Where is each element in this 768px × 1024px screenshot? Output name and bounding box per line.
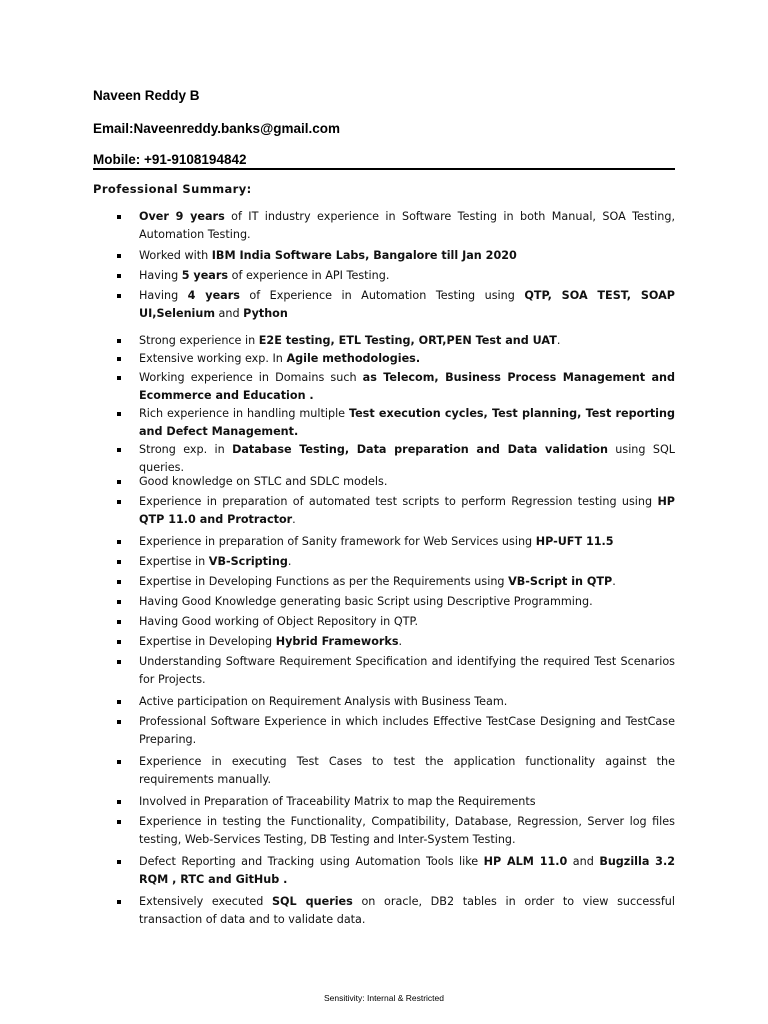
list-item-text: Experience in preparation of Sanity framework for Web Services using: [139, 535, 536, 548]
list-item-text: Hybrid Frameworks: [275, 635, 399, 648]
bullet-square-icon: [117, 900, 121, 904]
list-item: [139, 267, 675, 285]
list-item-text: Active participation on Requirement Analysis with Business Team.: [139, 695, 508, 708]
bullet-square-icon: [117, 860, 121, 864]
list-item: [139, 893, 675, 929]
bullet-square-icon: [117, 215, 121, 219]
bullet-square-icon: [117, 339, 121, 343]
bullet-square-icon: [117, 500, 121, 504]
list-item: [139, 350, 675, 368]
list-item: [139, 287, 675, 323]
list-item-text: Test execution cycles, Test planning, Test reporting and Defect Management.: [139, 407, 675, 438]
list-item-text: Having: [139, 269, 182, 282]
bullet-square-icon: [117, 540, 121, 544]
list-item-text: SQL queries: [271, 895, 353, 908]
list-item-text: Good knowledge on STLC and SDLC models.: [139, 475, 388, 488]
list-item: [139, 693, 675, 711]
list-item-text: IBM India Software Labs, Bangalore till Jan 2020: [211, 249, 517, 262]
bullet-square-icon: [117, 720, 121, 724]
list-item-text: .: [287, 555, 292, 568]
bullet-square-icon: [117, 294, 121, 298]
list-item-text: .: [612, 575, 616, 588]
list-item-text: as Telecom, Business Process Management and Ecommerce and Education .: [139, 371, 675, 402]
list-item: [139, 332, 675, 350]
list-item-text: Expertise in Developing Functions as per the Requirements using: [139, 575, 509, 588]
list-item: [139, 753, 675, 789]
bullet-square-icon: [117, 274, 121, 278]
list-item: [139, 613, 675, 631]
list-item: [139, 473, 675, 491]
bullet-square-icon: [117, 620, 121, 624]
bullet-square-icon: [117, 480, 121, 484]
list-item-text: Understanding Software Requirement Specification and identifying the required Test Scenarios for Projects.: [139, 655, 675, 686]
list-item-text: HP ALM 11.0: [483, 855, 568, 868]
bullet-square-icon: [117, 560, 121, 564]
list-item-text: of Experience in Automation Testing using: [239, 289, 525, 302]
list-item-text: Having Good Knowledge generating basic Script using Descriptive Programming.: [139, 595, 593, 608]
bullet-square-icon: [117, 640, 121, 644]
section-title: Professional Summary:: [93, 182, 252, 196]
list-item-text: Defect Reporting and Tracking using Automation Tools like: [139, 855, 484, 868]
list-item: [139, 208, 675, 244]
list-item-text: Having Good working of Object Repository in QTP.: [139, 615, 419, 628]
list-item-text: Expertise in: [139, 555, 209, 568]
list-item: [139, 593, 675, 611]
list-item-text: of experience in API Testing.: [228, 269, 390, 282]
list-item-text: E2E testing, ETL Testing, ORT,PEN Test and UAT: [258, 334, 557, 347]
bullet-square-icon: [117, 760, 121, 764]
list-item-text: 4 years: [187, 289, 240, 302]
list-item-text: Experience in testing the Functionality, Compatibility, Database, Regression, Server log files testing, Web-Services Testing, DB Testing and Inter-System Testing.: [139, 815, 675, 846]
list-item-text: Working experience in Domains such: [139, 371, 363, 384]
header-divider: [93, 168, 675, 170]
list-item: [139, 441, 675, 477]
bullet-square-icon: [117, 357, 121, 361]
list-item-text: VB-Script in QTP: [508, 575, 613, 588]
bullet-square-icon: [117, 448, 121, 452]
list-item-text: Python: [243, 307, 288, 320]
bullet-square-icon: [117, 820, 121, 824]
list-item: [139, 853, 675, 889]
list-item-text: 5 years: [181, 269, 229, 282]
bullet-square-icon: [117, 700, 121, 704]
list-item-text: Over 9 years: [139, 210, 225, 223]
list-item-text: Expertise in Developing: [139, 635, 276, 648]
list-item-text: VB-Scripting: [208, 555, 288, 568]
list-item-text: Agile methodologies.: [286, 352, 421, 365]
list-item-text: Worked with: [139, 249, 212, 262]
list-item-text: and: [215, 307, 244, 320]
list-item: [139, 813, 675, 849]
list-item-text: HP QTP 11.0 and Protractor: [139, 495, 675, 526]
email-line: Email:Naveenreddy.banks@gmail.com: [93, 121, 341, 136]
list-item-text: Extensively executed: [139, 895, 272, 908]
list-item-text: Database Testing, Data preparation and Data validation: [232, 443, 608, 456]
list-item-text: using SQL queries.: [139, 443, 675, 474]
candidate-name: Naveen Reddy B: [93, 88, 200, 103]
list-item: [139, 247, 675, 265]
bullet-square-icon: [117, 580, 121, 584]
list-item-text: Strong experience in: [139, 334, 259, 347]
bullet-square-icon: [117, 376, 121, 380]
bullet-square-icon: [117, 600, 121, 604]
list-item: [139, 553, 675, 571]
list-item-text: Involved in Preparation of Traceability Matrix to map the Requirements: [139, 795, 536, 808]
list-item-text: Extensive working exp. In: [139, 352, 287, 365]
list-item-text: on oracle, DB2 tables in order to view successful transaction of data and to validate data.: [139, 895, 675, 926]
list-item: [139, 653, 675, 689]
list-item-text: .: [556, 334, 561, 347]
list-item-text: .: [398, 635, 403, 648]
list-item: [139, 573, 675, 591]
list-item: [139, 493, 675, 529]
list-item: [139, 633, 675, 651]
bullet-square-icon: [117, 412, 121, 416]
list-item-text: Strong exp. in: [139, 443, 233, 456]
list-item: [139, 713, 675, 749]
mobile-line: Mobile: +91-9108194842: [93, 152, 247, 167]
list-item: [139, 793, 675, 811]
bullet-square-icon: [117, 660, 121, 664]
list-item-text: Rich experience in handling multiple: [139, 407, 349, 420]
bullet-square-icon: [117, 800, 121, 804]
footer-sensitivity: Sensitivity: Internal & Restricted: [324, 993, 444, 1003]
list-item: [139, 533, 675, 551]
list-item-text: .: [292, 513, 296, 526]
bullet-square-icon: [117, 254, 121, 258]
list-item-text: Professional Software Experience in which includes Effective TestCase Designing and TestCase Preparing.: [139, 715, 675, 746]
list-item-text: Experience in preparation of automated test scripts to perform Regression testing using: [139, 495, 658, 508]
list-item-text: Having: [139, 289, 188, 302]
list-item-text: of IT industry experience in Software Testing in both Manual, SOA Testing, Automation Testing.: [139, 210, 675, 241]
list-item: [139, 369, 675, 405]
list-item: [139, 405, 675, 441]
list-item-text: HP-UFT 11.5: [535, 535, 614, 548]
list-item-text: Bugzilla 3.2 RQM , RTC and GitHub .: [139, 855, 675, 886]
list-item-text: and: [567, 855, 600, 868]
list-item-text: QTP, SOA TEST, SOAP UI,Selenium: [139, 289, 675, 320]
list-item-text: Experience in executing Test Cases to test the application functionality against the requirements manually.: [139, 755, 675, 786]
